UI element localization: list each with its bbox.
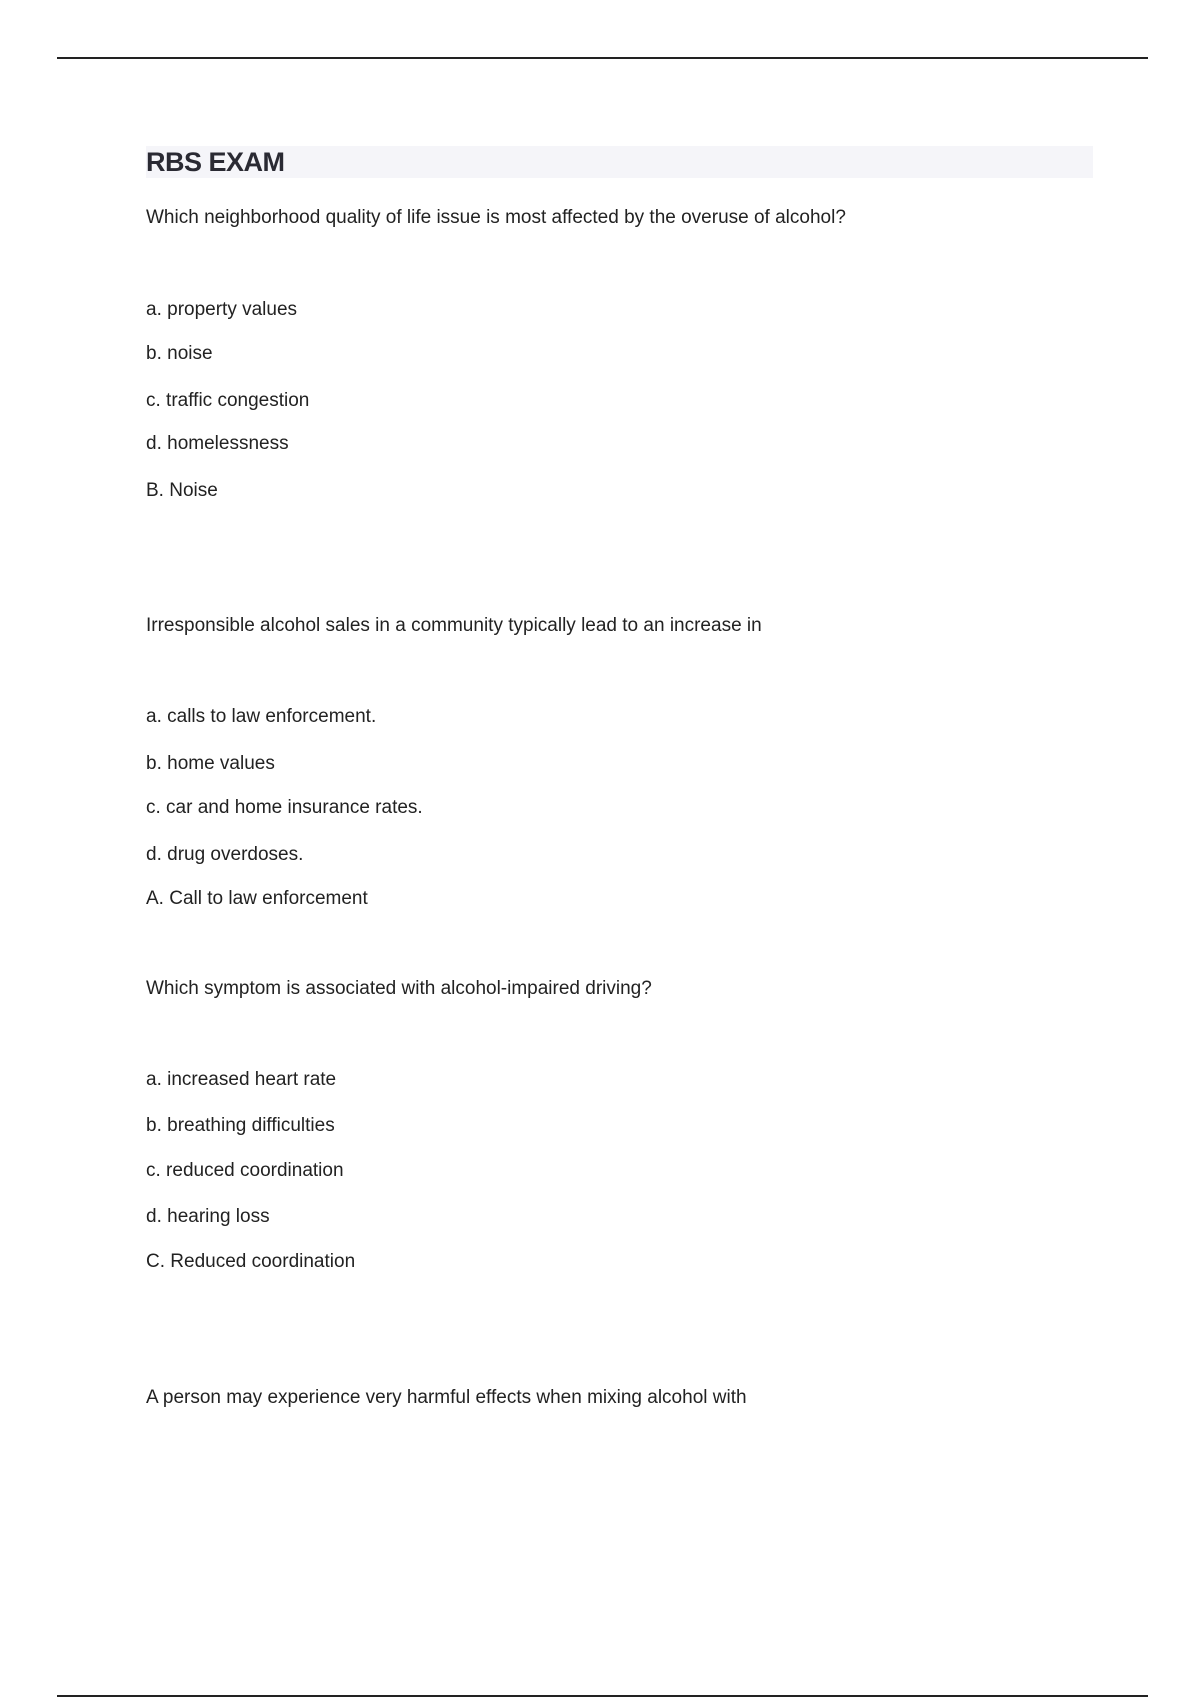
question-2: Irresponsible alcohol sales in a community typically lead to an increase in <box>146 615 762 636</box>
option: a. calls to law enforcement. <box>146 706 377 727</box>
question-3: Which symptom is associated with alcohol-impaired driving? <box>146 978 652 999</box>
option: c. car and home insurance rates. <box>146 797 423 818</box>
option: b. home values <box>146 753 275 774</box>
option: a. increased heart rate <box>146 1069 337 1090</box>
question-1: Which neighborhood quality of life issue is most affected by the overuse of alcohol? <box>146 207 846 228</box>
bottom-rule <box>57 1695 1148 1697</box>
option: d. homelessness <box>146 433 289 454</box>
option: b. breathing difficulties <box>146 1115 335 1136</box>
option: a. property values <box>146 299 298 320</box>
answer: B. Noise <box>146 480 218 501</box>
page-title: RBS EXAM <box>146 147 285 177</box>
option: c. reduced coordination <box>146 1160 344 1181</box>
option: d. drug overdoses. <box>146 844 304 865</box>
option: b. noise <box>146 343 213 364</box>
option: d. hearing loss <box>146 1206 270 1227</box>
question-4: A person may experience very harmful effects when mixing alcohol with <box>146 1387 747 1408</box>
title-band <box>146 146 1093 178</box>
top-rule <box>57 57 1148 59</box>
option: c. traffic congestion <box>146 390 310 411</box>
answer: C. Reduced coordination <box>146 1251 356 1272</box>
answer: A. Call to law enforcement <box>146 888 368 909</box>
